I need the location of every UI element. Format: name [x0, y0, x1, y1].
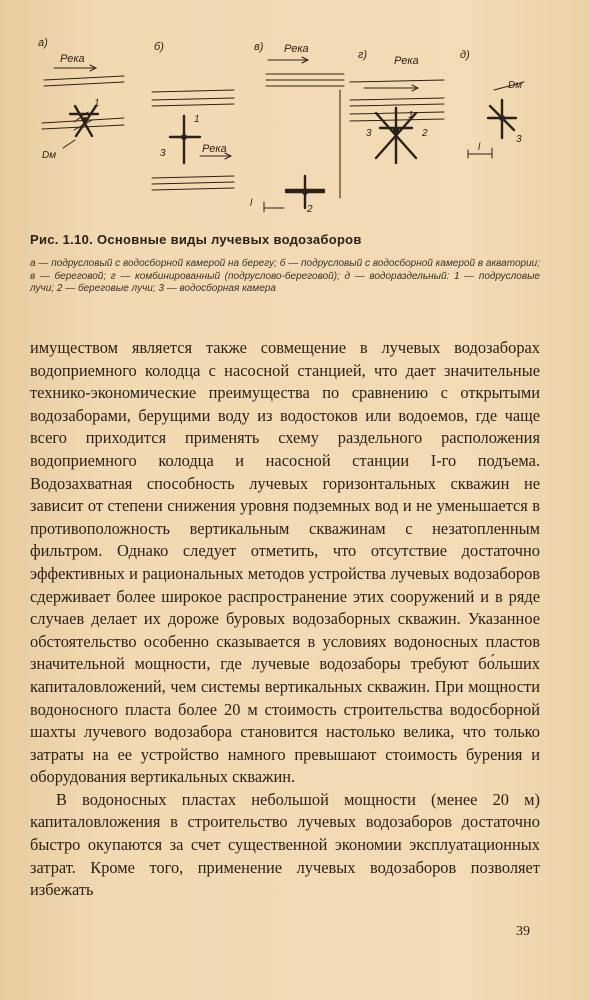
- panel-b: [152, 90, 234, 190]
- paragraph-2: В водоносных пластах небольшой мощности (менее 20 м) капиталовложения в строительство лучевых водозаборов достаточно быстро окупаются за счет существенной экономии эксплуатационных затрат. Кроме того, применение лучевых водозаборов позволяет избежать: [30, 789, 540, 900]
- panel-e-dm-label: Dм: [508, 80, 523, 91]
- panel-d-letter: г): [358, 49, 368, 61]
- panel-c-ell-label: l: [250, 198, 253, 209]
- panel-c-letter: в): [254, 41, 264, 53]
- panel-e-ell-label: l: [478, 142, 481, 153]
- panel-a: [42, 65, 124, 148]
- paragraph-1: имуществом является также совмещение в лучевых водозаборах водоприемного колодца с насосной станцией, что дает значительные технико-экономические преимущества по сравнению с открытыми водозаборами, берущими воду из водостоков или водоемов, где чаще всего приходится применять схему раздельного расположения водоприемного колодца и насосной станции I-го подъема. Водозахватная способность лучевых горизонтальных скважин не зависит от степени снижения уровня подземных вод и не уменьшается в противоположность вертикальным скважинам с незатопленным фильтром. Однако следует отметить, что отсутствие достаточно эффективных и рациональных методов устройства лучевых водозаборов сдерживает более широкое распространение этих сооружений и в ряде случаев делает их дороже буровых водозаборных скважин. Указанное обстоятельство особенно сказывается в условиях водоносных пластов значительной мощности, где лучевые водозаборы требуют бо́льших капиталовложений, чем системы вертикальных скважин. При мощности водоносного пласта более 20 м стоимость строительства водосборной шахты лучевого водозабора становится настолько велика, что только затраты на ее устройство намного превышают стоимость бурения и оборудования вертикальных скважин.: [30, 338, 540, 787]
- panel-e-num3: 3: [516, 134, 522, 145]
- panel-a-dm-label: Dм: [42, 150, 57, 161]
- figure-caption-legend: а — подрусловый с водосборной камерой на берегу; б — подрусловый с водосборной камерой в акватории; в — береговой; г — комбинированный (подруслово-береговой); д — водораздельный: 1 — подрусловые лучи; 2 — береговые лучи; 3 — водосборная камера: [30, 258, 540, 295]
- panel-c-river-label: Река: [284, 43, 309, 55]
- panel-b-river-label: Река: [202, 143, 227, 155]
- panel-b-num1: 1: [194, 114, 200, 125]
- panel-a-num1: 1: [94, 98, 100, 109]
- panel-e: [468, 82, 524, 158]
- panel-c: [264, 57, 344, 212]
- panel-d-num3: 3: [366, 128, 372, 139]
- figure-caption-title: Рис. 1.10. Основные виды лучевых водозаборов: [30, 232, 362, 247]
- panel-d-num1: 1: [408, 110, 414, 121]
- panel-b-num3: 3: [160, 148, 166, 159]
- panel-a-river-label: Река: [60, 53, 85, 65]
- panel-d-river-label: Река: [394, 55, 419, 67]
- panel-e-letter: д): [460, 49, 470, 61]
- figure-diagram: [24, 18, 574, 228]
- figure-radial-intakes: [24, 18, 574, 228]
- panel-a-letter: а): [38, 37, 48, 49]
- body-text: [30, 337, 540, 902]
- page-number: 39: [516, 924, 530, 939]
- panel-d: [350, 80, 444, 163]
- panel-d-num2: 2: [422, 128, 428, 139]
- panel-c-num2: 2: [307, 204, 313, 215]
- panel-b-letter: б): [154, 41, 164, 53]
